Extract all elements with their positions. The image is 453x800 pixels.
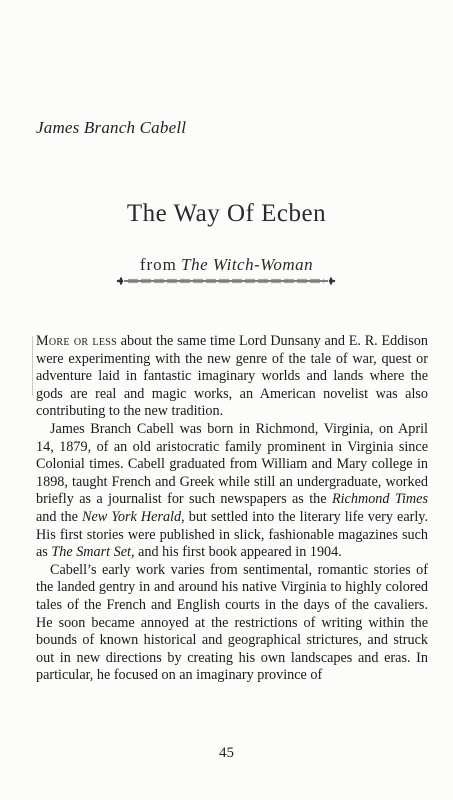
paragraph-1 — [36, 333, 428, 421]
page-number: 45 — [219, 745, 234, 761]
story-title: The Way Of Ecben — [126, 200, 327, 227]
from-word: from — [139, 255, 177, 274]
paragraph-text: James Branch Cabell was born in Richmond, Virginia, on April 14, 1879, of an old aristocratic family prominent in Virginia since Colonial times. Cabell graduated from William and Mary college in 1898, taught French and Greek while still an undergraduate, worked briefly as a journalist for such newspapers as the — [36, 420, 428, 508]
paragraph-text: , but settled into the literary life very early. His first stories were published in slick, fashionable magazines such as — [36, 508, 428, 561]
paragraph-lead: More or less — [36, 333, 117, 349]
paragraph-text: Cabell’s early work varies from sentimental, romantic stories of the landed gentry in and around his native Virginia to highly colored tales of the French and English courts in the days of the cavaliers. He soon became annoyed at the restrictions of writing within the bounds of known historical and geographical strictures, and struck out in new directions by creating his own landscapes and eras. In particular, he focused on an imaginary province of — [36, 561, 428, 684]
paragraph-3 — [36, 562, 428, 685]
intro-text — [36, 333, 428, 685]
margin-mark — [32, 336, 33, 396]
paragraph-2 — [36, 421, 428, 562]
paragraph-text: , and his first book appeared in 1904. — [130, 544, 342, 561]
ornamental-rule — [116, 276, 336, 286]
paragraph-text: about the same time Lord Dunsany and E. R. Eddison were experimenting with the new genre of the tale of war, quest or adventure laid in fantastic imaginary worlds and lands where the gods are real and magic works, an American novelist was also contributing to the new tradition. — [36, 333, 428, 420]
magazine-title: The Smart Set — [51, 544, 131, 561]
book-title: The Witch-Woman — [181, 255, 314, 274]
newspaper-title: Richmond Times — [331, 491, 428, 508]
story-source — [0, 255, 453, 275]
author-name: James Branch Cabell — [36, 118, 187, 137]
newspaper-title: New York Herald — [82, 508, 182, 525]
paragraph-text: and the — [36, 508, 82, 525]
